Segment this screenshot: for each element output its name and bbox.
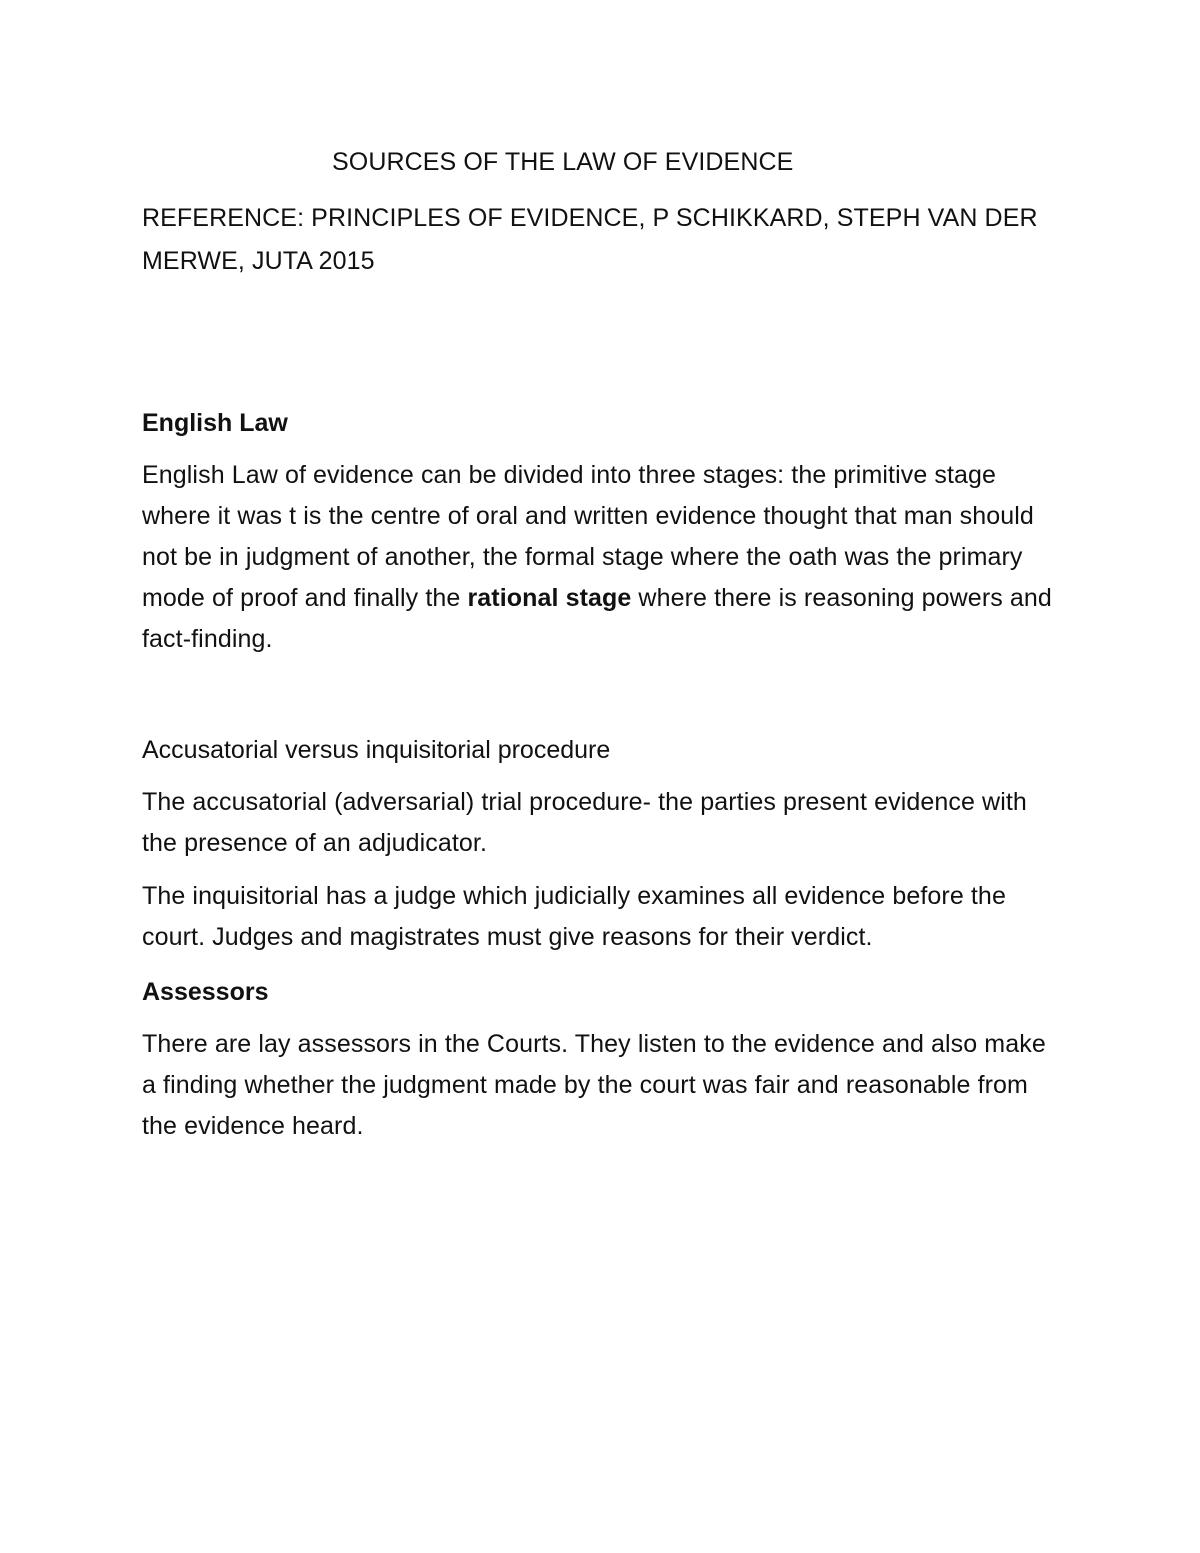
heading-assessors: Assessors bbox=[142, 978, 269, 1006]
english-law-text-end: where there is reasoning powers and fact-finding. bbox=[142, 584, 1052, 653]
document-page bbox=[142, 140, 1062, 1147]
spacer bbox=[142, 660, 1062, 730]
paragraph-accusatorial: The accusatorial (adversarial) trial procedure- the parties present evidence with the presence of an adjudicator. bbox=[142, 788, 1027, 857]
english-law-bold-term: rational stage bbox=[467, 584, 632, 612]
paragraph-english-law bbox=[142, 455, 1062, 660]
heading-procedure: Accusatorial versus inquisitorial procedure bbox=[142, 736, 611, 764]
spacer bbox=[142, 283, 1062, 403]
paragraph-assessors: There are lay assessors in the Courts. They listen to the evidence and also make a finding whether the judgment made by the court was fair and reasonable from the evidence heard. bbox=[142, 1030, 1046, 1140]
heading-english-law: English Law bbox=[142, 409, 288, 437]
reference-line-2: MERWE, JUTA 2015 bbox=[142, 247, 375, 275]
reference-line-1: REFERENCE: PRINCIPLES OF EVIDENCE, P SCHIKKARD, STEPH VAN DER bbox=[142, 204, 1038, 232]
english-law-text-start: English Law of evidence can be divided into three stages: the primitive stage where it was t is the centre of oral and written evidence thought that man should not be in judgment of another, the formal stage where the oath was the primary mode of proof and finally the bbox=[142, 461, 1034, 612]
spacer bbox=[142, 958, 1062, 972]
paragraph-inquisitorial: The inquisitorial has a judge which judicially examines all evidence before the court. Judges and magistrates must give reasons for their verdict. bbox=[142, 882, 1006, 951]
reference-citation bbox=[142, 197, 1062, 283]
document-title: SOURCES OF THE LAW OF EVIDENCE bbox=[332, 148, 794, 176]
